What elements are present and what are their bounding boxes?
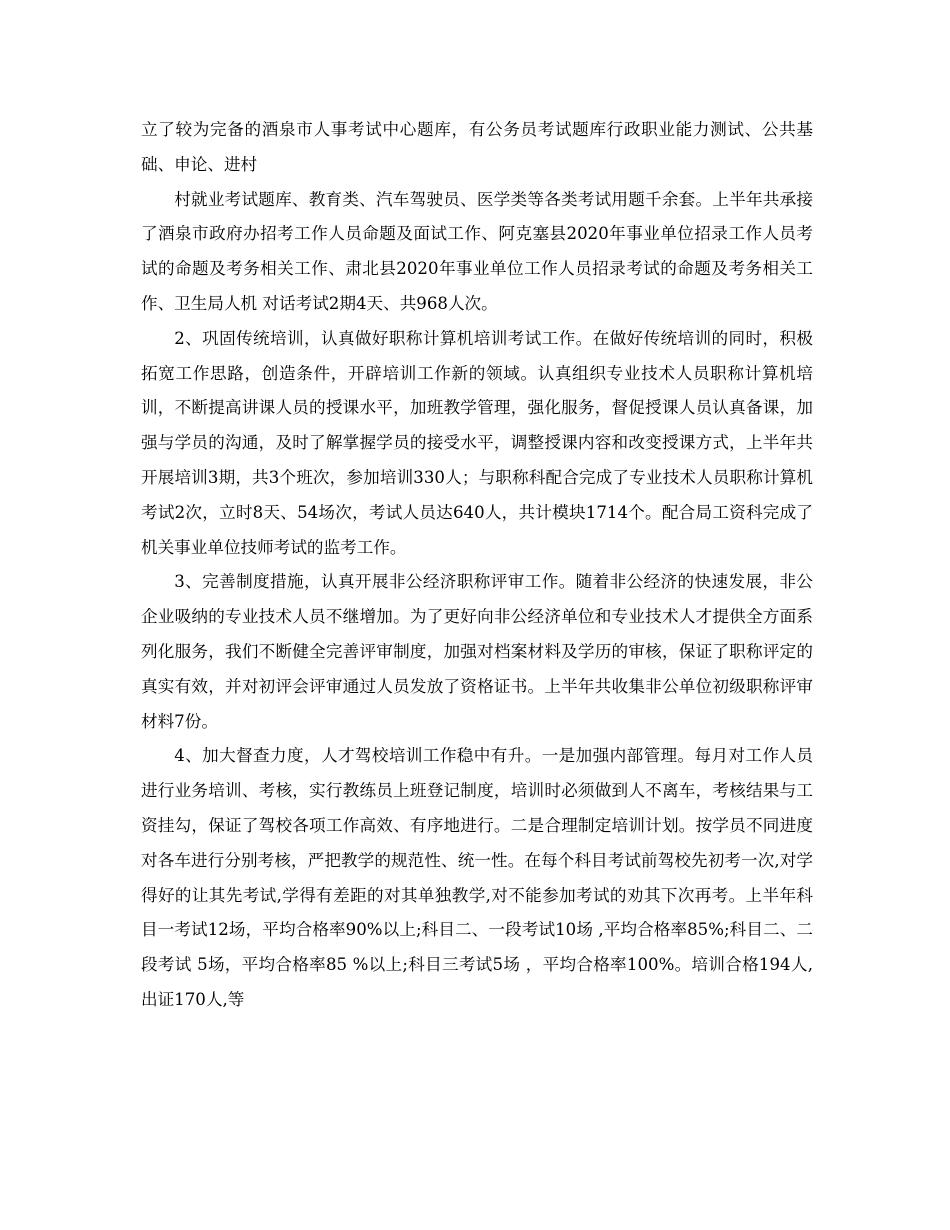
- paragraph-1: 立了较为完备的酒泉市人事考试中心题库，有公务员考试题库行政职业能力测试、公共基础、申论、进村: [141, 120, 813, 174]
- paragraph-2: 村就业考试题库、教育类、汽车驾驶员、医学类等各类考试用题千余套。上半年共承接了酒泉市政府办招考工作人员命题及面试工作、阿克塞县2020年事业单位招录工作人员考试的命题及考务相关工作、肃北县2020年事业单位工作人员招录考试的命题及考务相关工作、卫生局人机 对话考试2期4天、共968人次。: [141, 189, 813, 313]
- paragraph-3: 2、巩固传统培训，认真做好职称计算机培训考试工作。在做好传统培训的同时，积极拓宽工作思路，创造条件，开辟培训工作新的领域。认真组织专业技术人员职称计算机培训，不断提高讲课人员的授课水平，加班教学管理，强化服务，督促授课人员认真备课，加强与学员的沟通，及时了解掌握学员的接受水平，调整授课内容和改变授课方式，上半年共开展培训3期，共3个班次，参加培训330人；与职称科配合完成了专业技术人员职称计算机考试2次，立时8天、54场次，考试人员达640人，共计模块1714个。配合局工资科完成了机关事业单位技师考试的监考工作。: [141, 328, 813, 557]
- paragraph-5: 4、加大督查力度，人才驾校培训工作稳中有升。一是加强内部管理。每月对工作人员进行业务培训、考核，实行教练员上班登记制度，培训时必须做到人不离车，考核结果与工资挂勾，保证了驾校各项工作高效、有序地进行。二是合理制定培训计划。按学员不同进度对各车进行分别考核，严把教学的规范性、统一性。在每个科目考试前驾校先初考一次,对学得好的让其先考试,学得有差距的对其单独教学,对不能参加考试的劝其下次再考。上半年科目一考试12场，平均合格率90%以上;科目二、一段考试10场 ,平均合格率85%;科目二、二段考试 5场，平均合格率85 %以上;科目三考试5场 ，平均合格率100%。培训合格194人,出证170人,等: [141, 746, 813, 1009]
- paragraph-4: 3、完善制度措施，认真开展非公经济职称评审工作。随着非公经济的快速发展，非公企业吸纳的专业技术人员不继增加。为了更好向非公经济单位和专业技术人才提供全方面系列化服务，我们不断健全完善评审制度，加强对档案材料及学历的审核，保证了职称评定的真实有效，并对初评会评审通过人员发放了资格证书。上半年共收集非公单位初级职称评审材料7份。: [141, 572, 813, 731]
- document-body: [141, 113, 813, 1018]
